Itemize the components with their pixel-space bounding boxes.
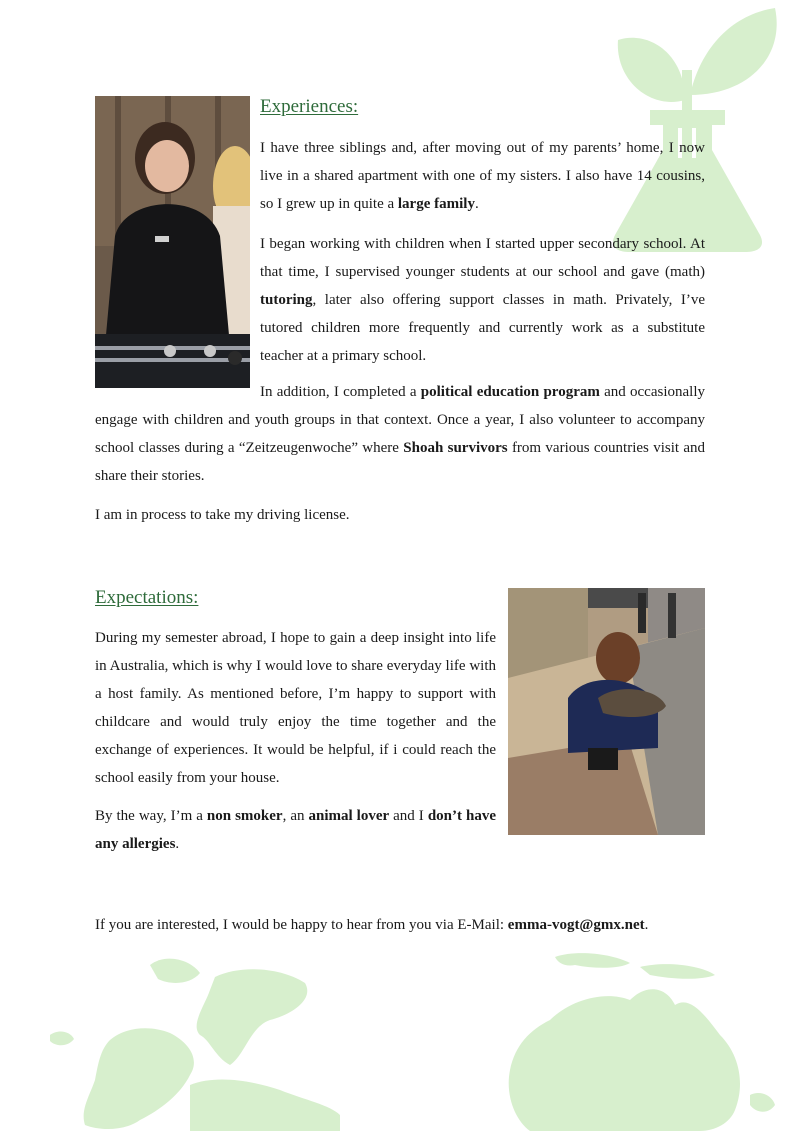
bold-text: non smoker: [206, 808, 283, 824]
text-run: By the way, I’m a: [95, 808, 207, 824]
expectations-heading: Expectations:: [95, 587, 199, 608]
text-run: .: [474, 196, 479, 212]
australia-map-shape: [490, 945, 800, 1131]
plant-flask-icon: [590, 0, 800, 260]
text-run: I have three siblings and, after moving out of my parents’ home, I now live in a shared apartment with one of my sisters. I also have 14 cousins, so I grew up in quite a: [260, 140, 705, 212]
bold-text: political education program: [420, 384, 600, 400]
photo-person-with-cat: [508, 588, 705, 835]
text-run: .: [175, 836, 180, 852]
text-run: , later also offering support classes in math. Privately, I’ve tutored children more frequently and currently work as a substitute teacher at a primary school.: [260, 292, 705, 364]
text-run: .: [644, 917, 649, 933]
text-run: and I: [389, 808, 428, 824]
text-run: In addition, I completed a: [260, 384, 421, 400]
expectations-paragraph-abroad: During my semester abroad, I hope to gain a deep insight into life in Australia, which is why I would love to share everyday life with a host family. As mentioned before, I’m happy to support with childcare and would truly enjoy the time together and the exchange of experiences. It would be helpful, if i could reach the school easily from your house.: [95, 630, 496, 786]
bold-text: don’t have any allergies: [95, 808, 496, 852]
europe-map-shape: [40, 945, 340, 1131]
bold-text: large family: [397, 196, 475, 212]
experiences-paragraph-family: [260, 134, 705, 218]
photo-person-foosball: [95, 96, 250, 388]
bold-text: emma-vogt@gmx.net: [507, 917, 645, 933]
experiences-paragraph-children: [260, 230, 705, 370]
bold-text: animal lover: [308, 808, 390, 824]
contact-paragraph: [95, 911, 735, 939]
expectations-paragraph-about-me: [95, 802, 496, 858]
text-run: , an: [282, 808, 309, 824]
experiences-paragraph-political: [95, 378, 705, 490]
text-run: from various countries visit and share their stories.: [95, 440, 706, 484]
text-run: I began working with children when I started upper secondary school. At that time, I supervised younger students at our school and gave (math): [260, 236, 705, 280]
text-run: If you are interested, I would be happy to hear from you via E-Mail:: [95, 917, 508, 933]
experiences-paragraph-license: I am in process to take my driving license.: [95, 507, 350, 523]
experiences-heading: Experiences:: [260, 96, 359, 117]
bold-text: Shoah survivors: [403, 440, 508, 456]
bold-text: tutoring: [260, 292, 313, 308]
text-run: and occasionally engage with children and youth groups in that context. Once a year, I also volunteer to accompany school classes during a “Zeitzeugenwoche” where: [95, 384, 705, 456]
